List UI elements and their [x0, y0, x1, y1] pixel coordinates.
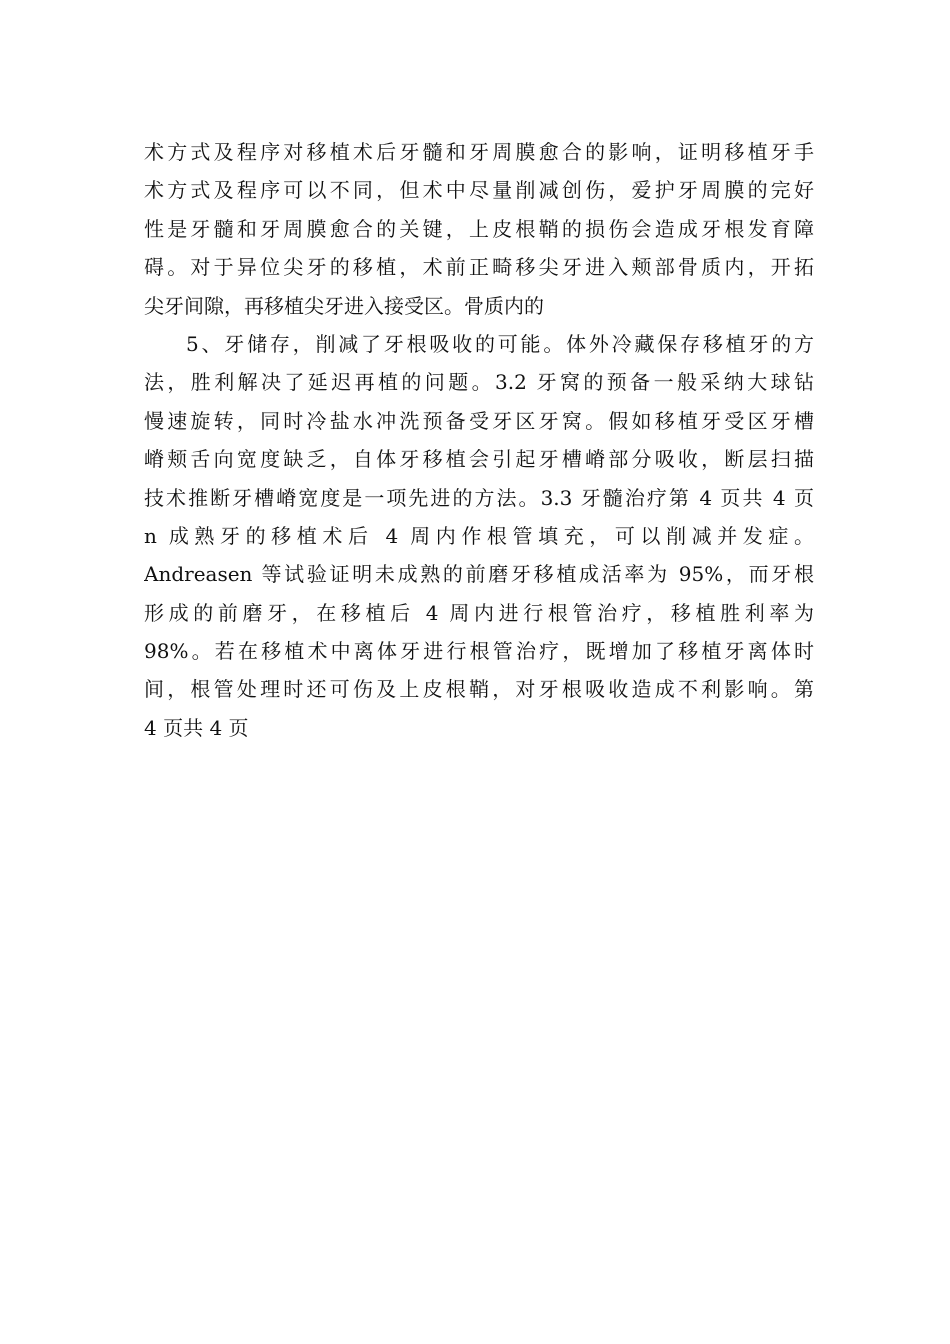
page-footer-text: 4 页共 4 页	[144, 715, 249, 740]
text-line: 术方式及程序对移植术后牙髓和牙周膜愈合的影响，证明移植牙手	[144, 140, 814, 164]
text-line: 技术推断牙槽嵴宽度是一项先进的方法。3.3 牙髓治疗第 4 页共 4 页	[144, 485, 814, 510]
text-line: 性是牙髓和牙周膜愈合的关键，上皮根鞘的损伤会造成牙根发育障	[144, 216, 814, 241]
text-line: 法，胜利解决了延迟再植的问题。3.2 牙窝的预备一般采纳大球钻	[144, 370, 814, 395]
text-line: Andreasen 等试验证明未成熟的前磨牙移植成活率为 95%，而牙根	[144, 562, 814, 587]
text-line: 98%。若在移植术中离体牙进行根管治疗，既增加了移植牙离体时	[144, 639, 814, 664]
text-line: 碍。对于异位尖牙的移植，术前正畸移尖牙进入颊部骨质内，开拓	[144, 255, 814, 280]
text-line: n 成熟牙的移植术后 4 周内作根管填充，可以削减并发症。	[144, 523, 814, 548]
text-line: 嵴颊舌向宽度缺乏，自体牙移植会引起牙槽嵴部分吸收，断层扫描	[144, 447, 814, 472]
paragraph-first-line: 5、牙储存，削减了牙根吸收的可能。体外冷藏保存移植牙的方	[186, 331, 814, 356]
body-text	[144, 133, 814, 747]
text-line: 尖牙间隙，再移植尖牙进入接受区。骨质内的	[144, 293, 544, 318]
text-line: 慢速旋转，同时冷盐水冲洗预备受牙区牙窝。假如移植牙受区牙槽	[144, 408, 814, 433]
text-line: 间，根管处理时还可伤及上皮根鞘，对牙根吸收造成不利影响。第	[144, 677, 814, 702]
text-line: 术方式及程序可以不同，但术中尽量削减创伤，爱护牙周膜的完好	[144, 178, 814, 203]
text-line: 形成的前磨牙，在移植后 4 周内进行根管治疗，移植胜利率为	[144, 600, 814, 625]
